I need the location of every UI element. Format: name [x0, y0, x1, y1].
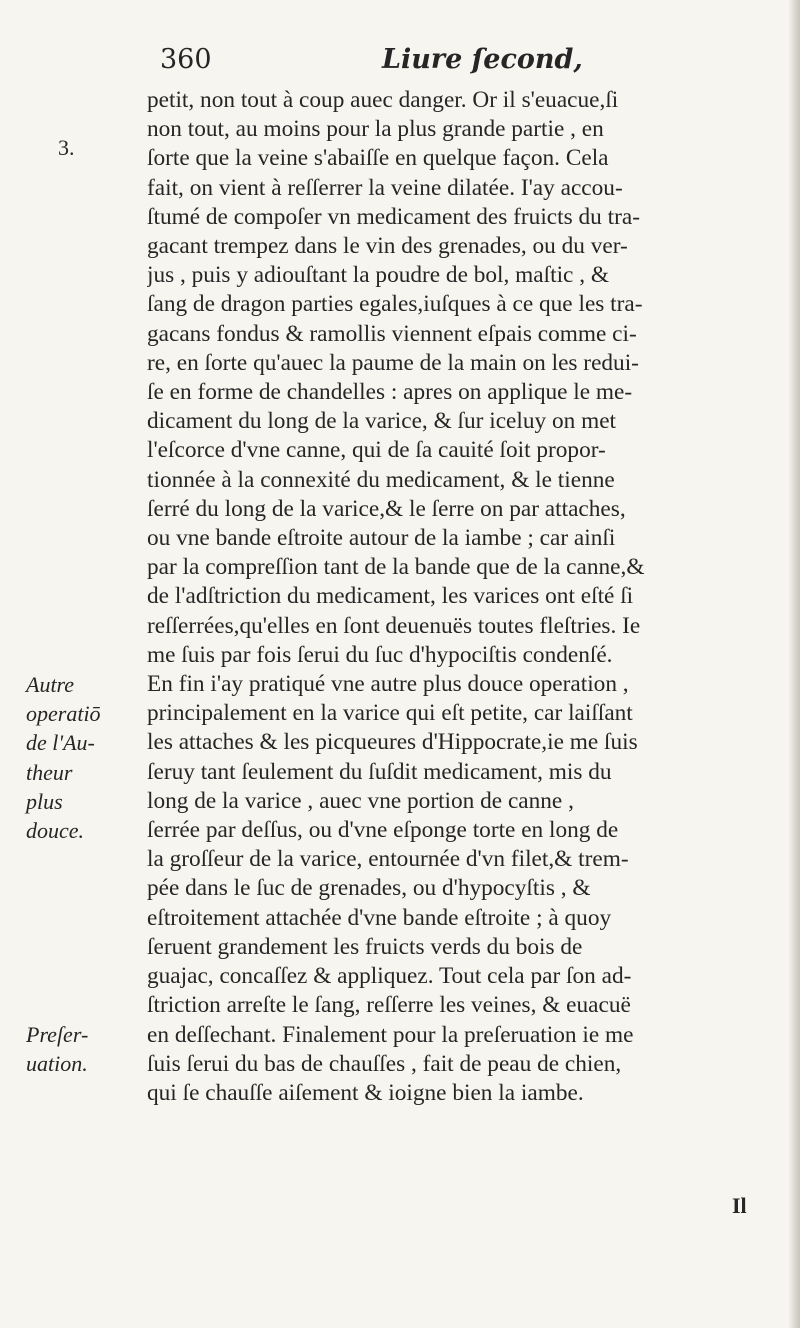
text-line: tionnée à la connexité du medicament, & le tienne	[147, 466, 615, 493]
margin-note-preseruation	[26, 1020, 136, 1078]
text-line: ſeruy tant ſeulement du ſuſdit medicament, mis du	[147, 758, 612, 785]
margin-note-line: Autre	[26, 672, 75, 697]
text-line: ſorte que la veine s'abaiſſe en quelque façon. Cela	[147, 145, 609, 172]
text-line: fait, on vient à reſſerrer la veine dilatée. I'ay accou-	[147, 174, 623, 201]
page-edge-shadow	[788, 0, 800, 1328]
text-line: dicament du long de la varice, & ſur iceluy on met	[147, 408, 617, 435]
text-line: En fin i'ay pratiqué vne autre plus douce operation ,	[147, 671, 629, 698]
page-header	[160, 44, 680, 84]
text-line: pée dans le ſuc de grenades, ou d'hypocyſtis , &	[147, 875, 591, 902]
text-line: gacant trempez dans le vin des grenades, ou du ver-	[147, 233, 628, 260]
text-line: l'eſcorce d'vne canne, qui de ſa cauité ſoit propor-	[147, 437, 606, 464]
text-line: ſe en forme de chandelles : apres on applique le me-	[147, 379, 633, 406]
text-line: ſerré du long de la varice,& le ſerre on par attaches,	[147, 495, 626, 522]
text-line: re, en ſorte qu'auec la paume de la main on les redui-	[147, 349, 639, 376]
text-line: ſtriction arreſte le ſang, reſſerre les veines, & euacuë	[147, 992, 631, 1019]
text-line: long de la varice , auec vne portion de canne ,	[147, 787, 574, 814]
body-text	[147, 86, 747, 1108]
catchword: Il	[732, 1193, 747, 1218]
margin-note-line: operatiō	[26, 701, 101, 727]
page-number: 360	[160, 44, 212, 75]
text-line: par la compreſſion tant de la bande que de la canne,&	[147, 554, 645, 581]
text-line: petit, non tout à coup auec danger. Or il s'euacue,ſi	[147, 87, 619, 113]
text-line: jus , puis y adiouſtant la poudre de bol, maſtic , &	[147, 262, 609, 289]
margin-note-line: plus	[26, 788, 63, 814]
text-line: principalement en la varice qui eſt petite, car laiſſant	[147, 700, 633, 727]
text-line: ou vne bande eſtroite autour de la iambe ; car ainſi	[147, 525, 616, 552]
text-line: reſſerrées,qu'elles en ſont deuenuës toutes fleſtries. Ie	[147, 612, 641, 639]
margin-note-line: theur	[26, 759, 73, 785]
margin-note-autre-operation	[26, 670, 136, 845]
margin-number: 3.	[58, 135, 75, 160]
text-line: de l'adſtriction du medicament, les varices ont eſté ſi	[147, 583, 634, 610]
running-title: Liure ſecond,	[382, 44, 583, 75]
text-line: guajac, concaſſez & appliquez. Tout cela par ſon ad-	[147, 963, 632, 990]
text-line: gacans fondus & ramollis viennent eſpais comme ci-	[147, 320, 637, 347]
margin-note-line: douce.	[26, 818, 85, 844]
text-line: en deſſechant. Finalement pour la preſeruation ie me	[147, 1021, 634, 1048]
text-line: les attaches & les picqueures d'Hippocrate,ie me ſuis	[147, 729, 638, 756]
text-line: ſerrée par deſſus, ou d'vne eſponge torte en long de	[147, 817, 619, 844]
text-line: ſeruent grandement les fruicts verds du bois de	[147, 933, 583, 960]
text-line: eſtroitement attachée d'vne bande eſtroite ; à quoy	[147, 904, 612, 931]
text-line: qui ſe chauſſe aiſement & ioigne bien la iambe.	[147, 1079, 584, 1106]
text-line: la groſſeur de la varice, entournée d'vn filet,& trem-	[147, 846, 629, 873]
text-line: ſuis ſerui du bas de chauſſes , fait de peau de chien,	[147, 1050, 622, 1077]
text-line: ſtumé de compoſer vn medicament des fruicts du tra-	[147, 203, 640, 230]
text-line: non tout, au moins pour la plus grande partie , en	[147, 116, 604, 143]
margin-note-line: uation.	[26, 1051, 88, 1077]
text-line: ſang de dragon parties egales,iuſques à ce que les tra-	[147, 291, 643, 318]
text-line: me ſuis par fois ſerui du ſuc d'hypociſtis condenſé.	[147, 641, 613, 668]
margin-note-line: de l'Au-	[26, 730, 95, 756]
margin-note-line: Preſer-	[26, 1022, 89, 1047]
